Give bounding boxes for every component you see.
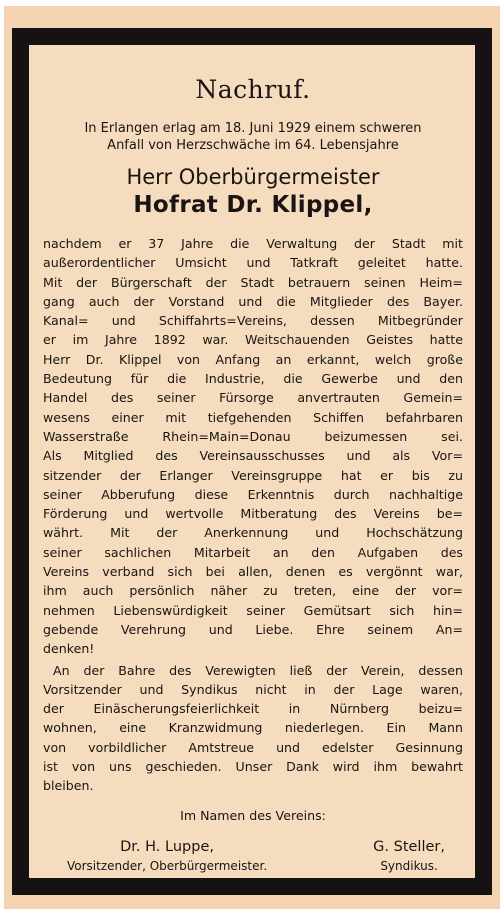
paragraph-line: seiner sachlichen Mitarbeit an den Aufgaben des: [43, 544, 463, 560]
signatory-right-role: Syndikus.: [380, 858, 438, 873]
paragraph-line: gang auch der Vorstand und die Mitglieder des Bayer.: [43, 293, 463, 309]
paragraph-line: nehmen Liebenswürdigkeit seiner Gemütsart sich hin=: [43, 602, 463, 618]
body-paragraph-1: [43, 234, 463, 659]
notice-title: Nachruf.: [195, 75, 311, 104]
paragraph-line: Kanal= und Schiffahrts=Vereins, dessen Mitbegründer: [43, 313, 463, 329]
body-paragraph-2: [43, 661, 463, 796]
paragraph-line: Wasserstraße Rhein=Main=Donau beizumessen sei.: [43, 428, 463, 444]
paragraph-line: ist von uns geschieden. Unser Dank wird ihm bewahrt: [43, 759, 463, 775]
paragraph-line: ihm auch persönlich näher zu treten, eine der vor=: [43, 583, 463, 599]
signatory-left-name: Dr. H. Luppe,: [120, 838, 214, 855]
closing-line: Im Namen des Vereins:: [180, 807, 326, 823]
paragraph-line: sitzender der Erlanger Vereinsgruppe hat er bis zu: [43, 467, 463, 483]
signatory-right: [373, 837, 445, 875]
intro-line: In Erlangen erlag am 18. Juni 1929 einem schweren: [84, 121, 422, 136]
paragraph-line: von vorbildlicher Amtstreue und edelster Gesinnung: [43, 739, 463, 755]
paragraph-line: gebende Verehrung und Liebe. Ehre seinem An=: [43, 621, 463, 637]
signatory-right-name: G. Steller,: [373, 838, 445, 855]
intro-text: [43, 120, 463, 154]
paragraph-line: denken!: [43, 641, 95, 657]
paragraph-line: An der Bahre des Verewigten ließ der Verein, dessen: [53, 662, 463, 678]
paragraph-line: wesens einer mit tiefgehenden Schiffen befahrbaren: [43, 409, 463, 425]
paragraph-line: Herr Dr. Klippel von Anfang an erkannt, welch große: [43, 351, 463, 367]
paragraph-line: Förderung und wertvolle Mitberatung des Vereins be=: [43, 506, 463, 522]
intro-line: Anfall von Herzschwäche im 64. Lebensjahre: [107, 138, 399, 153]
paragraph-line: der Einäscherungsfeierlichkeit in Nürnberg beizu=: [43, 701, 463, 717]
deceased-title-line: Herr Oberbürgermeister: [126, 165, 380, 189]
paragraph-line: bleiben.: [43, 778, 94, 794]
paragraph-line: währt. Mit der Anerkennung und Hochschätzung: [43, 525, 463, 541]
paragraph-line: Mit der Bürgerschaft der Stadt betrauern seinen Heim=: [43, 274, 463, 290]
paragraph-line: Handel des seiner Fürsorge anvertrauten Gemein=: [43, 390, 463, 406]
notice-content: [43, 59, 463, 873]
paragraph-line: außerordentlicher Umsicht und Tatkraft geleitet hatte.: [43, 255, 463, 271]
paper-sheet: [4, 6, 500, 909]
mourning-border-frame: [12, 28, 492, 895]
paragraph-line: nachdem er 37 Jahre die Verwaltung der Stadt mit: [43, 236, 463, 251]
paragraph-line: er im Jahre 1892 war. Weitschauenden Geistes hatte: [43, 332, 463, 348]
paragraph-line: Vorsitzender und Syndikus nicht in der Lage waren,: [43, 681, 463, 697]
signatory-left-role: Vorsitzender, Oberbürgermeister.: [67, 858, 268, 873]
paragraph-line: Als Mitglied des Vereinsausschusses und als Vor=: [43, 448, 463, 464]
signature-block: [43, 837, 463, 885]
paragraph-line: seiner Abberufung diese Erkenntnis durch nachhaltige: [43, 486, 463, 502]
paragraph-line: wohnen, eine Kranzwidmung niederlegen. Ein Mann: [43, 720, 463, 736]
paragraph-line: Vereins verband sich bei allen, denen es vergönnt war,: [43, 564, 463, 580]
signatory-left: [67, 837, 267, 875]
deceased-name-line: Hofrat Dr. Klippel,: [133, 192, 373, 218]
paragraph-line: Bedeutung für die Industrie, die Gewerbe und den: [43, 371, 463, 387]
